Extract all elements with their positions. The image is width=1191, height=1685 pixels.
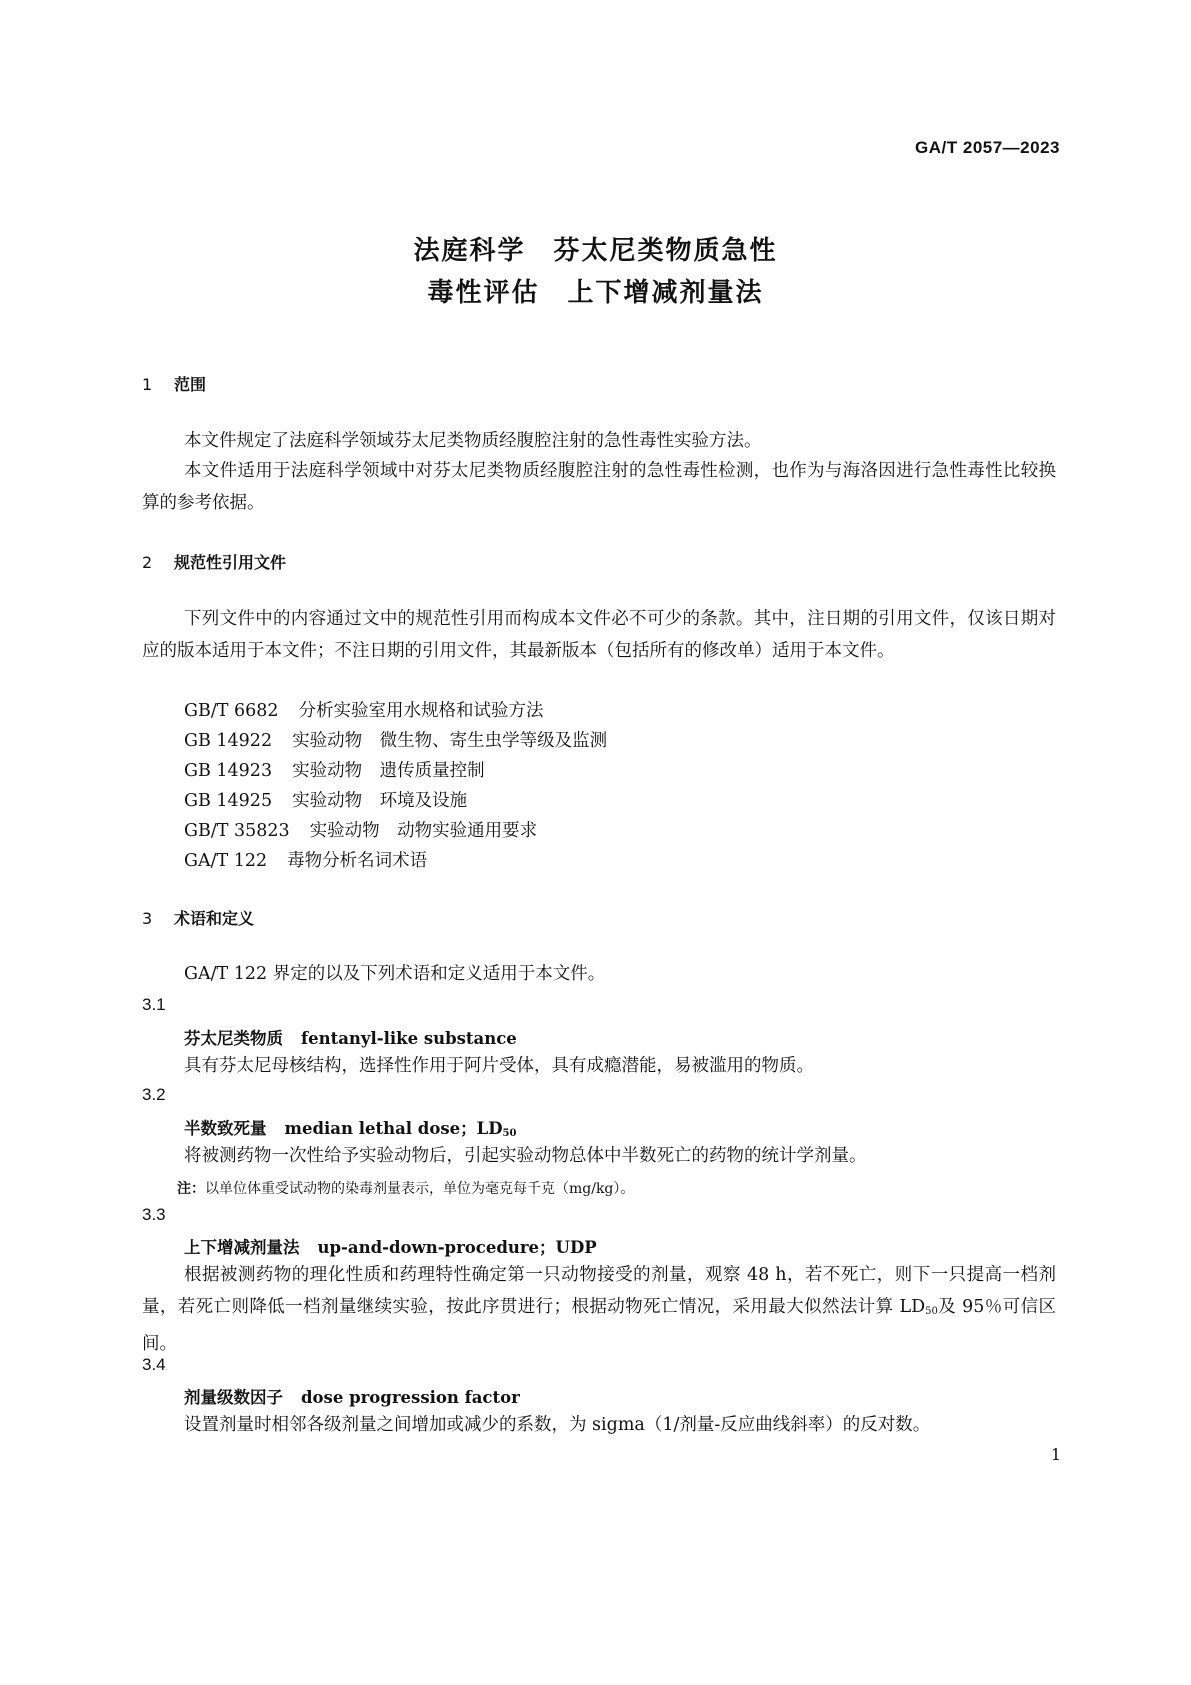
document-code: GA/T 2057—2023 [915, 138, 1060, 157]
paragraph: GA/T 122 界定的以及下列术语和定义适用于本文件。 [184, 964, 606, 984]
term-en: fentanyl-like substance [301, 1029, 517, 1048]
definition-text-end: 及 95％可信区间。 [142, 1297, 1056, 1354]
reference-item [184, 727, 607, 752]
reference-title: 实验动物 环境及设施 [292, 791, 468, 811]
paragraph: 本文件规定了法庭科学领域芬太尼类物质经腹腔注射的急性毒性实验方法。 [184, 431, 762, 451]
term-number: 3.1 [142, 995, 166, 1014]
reference-title: 实验动物 微生物、寄生虫学等级及监测 [292, 731, 608, 751]
note-label: 注： [177, 1181, 205, 1197]
term-en: up-and-down-procedure；UDP [317, 1238, 597, 1257]
reference-item [184, 817, 537, 842]
term-en-text: median lethal dose；LD [284, 1119, 503, 1138]
section-title: 规范性引用文件 [174, 553, 287, 572]
term-en: dose progression factor [301, 1388, 520, 1407]
subscript: 50 [925, 1306, 938, 1317]
reference-code: GB/T 6682 [184, 701, 279, 721]
reference-item [184, 697, 544, 722]
title-line-1: 法庭科学 芬太尼类物质急性 [413, 236, 778, 266]
term-number: 3.4 [142, 1355, 166, 1374]
term-heading [184, 1115, 516, 1139]
section-title: 术语和定义 [174, 909, 255, 928]
reference-title: 毒物分析名词术语 [287, 851, 428, 871]
term-zh: 剂量级数因子 [184, 1388, 283, 1407]
section-2-heading [142, 550, 286, 573]
reference-code: GB 14922 [184, 731, 273, 751]
subscript: 50 [502, 1128, 517, 1139]
reference-code: GB/T 35823 [184, 821, 290, 841]
term-heading [184, 1384, 520, 1408]
note-text: 以单位体重受试动物的染毒剂量表示，单位为毫克每千克（mg/kg）。 [205, 1181, 635, 1197]
section-number: 3 [142, 909, 153, 928]
paragraph: 下列文件中的内容通过文中的规范性引用而构成本文件必不可少的条款。其中，注日期的引用文件，仅该日期对应的版本适用于本文件；不注日期的引用文件，其最新版本（包括所有的修改单）适用于本文件。 [142, 609, 1056, 661]
term-definition [142, 1259, 1056, 1360]
term-zh: 芬太尼类物质 [184, 1029, 283, 1048]
reference-code: GB 14925 [184, 791, 273, 811]
term-definition: 设置剂量时相邻各级剂量之间增加或减少的系数，为 sigma（1/剂量-反应曲线斜率）的反对数。 [184, 1415, 931, 1435]
term-heading [184, 1234, 597, 1258]
term-zh: 半数致死量 [184, 1119, 267, 1138]
section-number: 1 [142, 375, 153, 394]
term-heading [184, 1025, 517, 1049]
reference-title: 实验动物 遗传质量控制 [292, 761, 485, 781]
term-zh: 上下增减剂量法 [184, 1238, 300, 1257]
reference-code: GB 14923 [184, 761, 273, 781]
title-line-2: 毒性评估 上下增减剂量法 [427, 278, 764, 308]
reference-code: GA/T 122 [184, 851, 268, 871]
term-definition: 将被测药物一次性给予实验动物后，引起实验动物总体中半数死亡的药物的统计学剂量。 [184, 1146, 867, 1166]
term-number: 3.3 [142, 1205, 166, 1224]
section-number: 2 [142, 553, 153, 572]
note [177, 1178, 634, 1198]
reference-title: 分析实验室用水规格和试验方法 [298, 701, 544, 721]
page-number: 1 [1050, 1445, 1061, 1464]
section-1-heading [142, 372, 206, 395]
reference-title: 实验动物 动物实验通用要求 [309, 821, 538, 841]
paragraph: 本文件适用于法庭科学领域中对芬太尼类物质经腹腔注射的急性毒性检测，也作为与海洛因进行急性毒性比较换算的参考依据。 [142, 461, 1056, 513]
section-3-heading [142, 906, 254, 929]
definition-text: 根据被测药物的理化性质和药理特性确定第一只动物接受的剂量，观察 48 h，若不死亡，则下一只提高一档剂量，若死亡则降低一档剂量继续实验，按此序贯进行；根据动物死亡情况，采用最大似然法计算 LD [142, 1265, 1056, 1317]
term-definition: 具有芬太尼母核结构，选择性作用于阿片受体，具有成瘾潜能，易被滥用的物质。 [184, 1056, 814, 1076]
term-en [285, 1119, 517, 1138]
reference-item [184, 787, 467, 812]
term-number: 3.2 [142, 1085, 166, 1104]
section-title: 范围 [174, 375, 207, 394]
reference-item [184, 757, 485, 782]
reference-item [184, 847, 427, 872]
